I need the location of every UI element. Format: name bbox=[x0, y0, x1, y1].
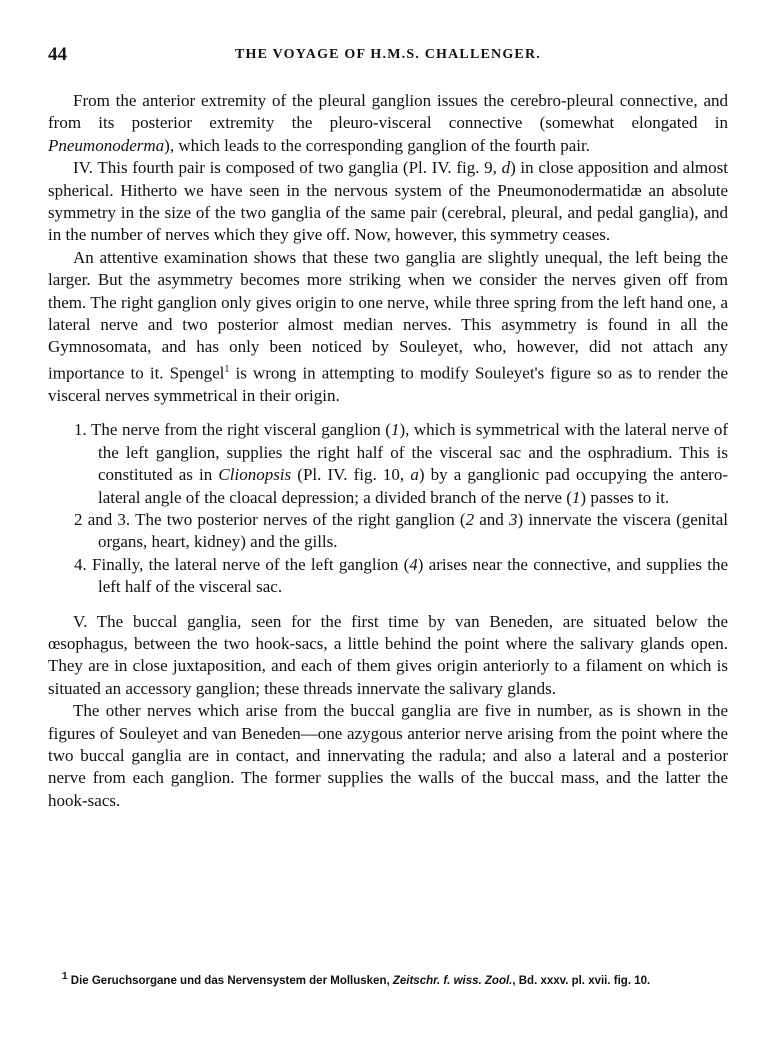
page-number: 44 bbox=[48, 44, 67, 65]
list-item: 2 and 3. The two posterior nerves of the right ganglion (2 and 3) innervate the viscera (genital organs, heart, kidney) and the gills. bbox=[74, 509, 729, 552]
list-item: 4. Finally, the lateral nerve of the left ganglion (4) arises near the connective, and supplies the left half of the visceral sac. bbox=[74, 554, 728, 597]
nerve-list bbox=[48, 419, 728, 598]
running-head: THE VOYAGE OF H.M.S. CHALLENGER. bbox=[235, 47, 541, 62]
footnote-ref: 1 bbox=[224, 363, 230, 375]
list-item: 1. The nerve from the right visceral ganglion (1), which is symmetrical with the lateral nerve of the left ganglion, supplies the right half of the visceral sac and the osphradium. This is constituted as in Clionopsis (Pl. IV. fig. 10, a) by a ganglionic pad occupying the antero-lateral angle of the cloacal depression; a divided branch of the nerve (1) passes to it. bbox=[74, 420, 729, 507]
paragraph-pleural-connective: From the anterior extremity of the pleural ganglion issues the cerebro-pleural connective, and from its posterior extremity the pleuro-visceral connective (somewhat elongated in Pneumonoderma), which leads to the corresponding ganglion of the fourth pair. bbox=[48, 91, 728, 155]
paragraph-fourth-pair: IV. This fourth pair is composed of two ganglia (Pl. IV. fig. 9, d) in close apposition and almost spherical. Hitherto we have seen in the nervous system of the Pneumonodermatidæ an absolute symmetry in the size of the two ganglia of the same pair (cerebral, pleural, and pedal ganglia), and in the number of nerves which they give off. Now, however, this symmetry ceases. bbox=[48, 158, 728, 245]
paragraph-asymmetry: An attentive examination shows that these two ganglia are slightly unequal, the left being the larger. But the asymmetry becomes more striking when we consider the nerves given off from them. The right ganglion only gives origin to one nerve, while three spring from the left hand one, a lateral nerve and two posterior almost median nerves. This asymmetry is found in all the Gymnosomata, and has only been noticed by Souleyet, who, however, did not attach any importance to it. Spengel$^1$ is wrong in attempting to modify Souleyet's figure so as to render the visceral nerves symmetrical in their origin. bbox=[48, 247, 729, 405]
paragraph-buccal-nerves: The other nerves which arise from the buccal ganglia are five in number, as is shown in the figures of Souleyet and van Beneden—one azygous anterior nerve arising from the point where the two buccal ganglia are in contact, and innervating the radula; and also a lateral and a posterior nerve from each ganglion. The former supplies the walls of the buccal mass, and the latter the hook-sacs. bbox=[48, 701, 728, 810]
page-header bbox=[48, 44, 728, 68]
body-text bbox=[48, 90, 728, 812]
paragraph-buccal-ganglia: V. The buccal ganglia, seen for the first time by van Beneden, are situated below the œsophagus, between the two hook-sacs, a little behind the point where the salivary glands open. They are in close juxtaposition, and each of them gives origin anteriorly to a filament on which is situated an accessory ganglion; these threads innervate the salivary glands. bbox=[48, 611, 728, 698]
footnote: $^1$ Die Geruchsorgane und das Nervensystem der Mollusken, Zeitschr. f. wiss. Zool., Bd. xxxv. pl. xvii. fig. 10. bbox=[62, 971, 651, 987]
